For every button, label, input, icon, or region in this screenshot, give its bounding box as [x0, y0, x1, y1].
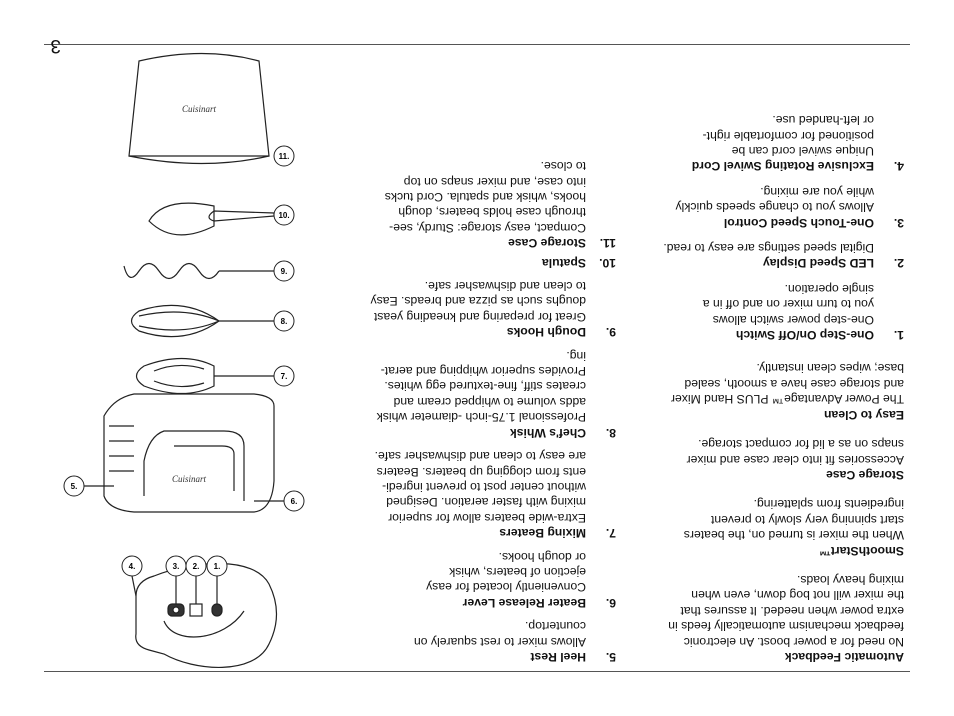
numbered-feature-8	[326, 347, 616, 439]
callout-4: 4.	[128, 562, 136, 571]
brand-logo-mixer: Cuisinart	[171, 474, 207, 484]
callout-9: 9.	[280, 267, 288, 276]
feature-heading: Automatic Feedback	[784, 650, 904, 664]
callout-8: 8.	[280, 317, 288, 326]
numbered-feature-4	[644, 112, 904, 174]
numbered-feature-7	[326, 448, 616, 540]
feature-body: Unique swivel cord can be positioned for comfortable right- or left-handed use.	[702, 113, 874, 159]
feature-number: 9.	[605, 325, 616, 340]
numbered-feature-9	[326, 278, 616, 340]
on-off-switch-icon[interactable]	[212, 604, 222, 616]
feature-automatic-feedback	[644, 572, 904, 664]
feature-body: Professional 1.75-inch -diameter whisk adds volume to whipped cream and creates stiff, fine-textured egg whites. Provides superior whipping and aerat- ing.	[376, 348, 586, 425]
brand-logo-case: Cuisinart	[181, 104, 217, 114]
callout-11: 11.	[278, 152, 290, 161]
feature-easy-to-clean	[644, 360, 904, 422]
feature-heading: Heel Rest	[530, 650, 586, 664]
numbered-feature-2	[644, 240, 904, 271]
feature-heading: Exclusive Rotating Swivel Cord	[691, 159, 874, 174]
feature-heading: Easy to Clean	[824, 407, 904, 422]
feature-heading: Chef's Whisk	[509, 425, 586, 440]
feature-body: When the mixer is turned on, the beaters start spinning very slowly to prevent ingredients from splattering.	[683, 497, 904, 543]
feature-body: Allows you to change speeds quickly while you are mixing.	[675, 184, 874, 215]
feature-heading: SmoothStart™	[818, 543, 904, 558]
page-number: 3	[50, 35, 61, 56]
feature-body: Conveniently located for easy ejection of beaters, whisk or dough hooks.	[426, 549, 586, 595]
product-illustrations	[44, 0, 314, 716]
dough-hook-illustration	[124, 264, 274, 279]
numbered-feature-5	[326, 618, 616, 664]
beater-illustration	[137, 359, 275, 394]
feature-number: 8.	[605, 425, 616, 440]
numbered-feature-10	[326, 254, 616, 269]
callout-2: 2.	[192, 562, 200, 571]
feature-heading: Storage Case	[508, 236, 586, 251]
feature-storage-case	[644, 436, 904, 482]
feature-heading: Spatula	[541, 255, 586, 270]
numbered-feature-1	[644, 280, 904, 342]
whisk-illustration	[132, 305, 275, 336]
feature-heading: One-Touch Speed Control	[723, 215, 874, 230]
feature-number: 4.	[893, 159, 904, 174]
feature-heading: Mixing Beaters	[499, 526, 586, 541]
feature-body: Digital speed settings are easy to read.	[663, 241, 874, 256]
spatula-illustration	[149, 203, 274, 235]
feature-number: 6.	[605, 595, 616, 610]
callout-5: 5.	[70, 482, 78, 491]
feature-heading: Beater Release Lever	[462, 595, 586, 610]
callout-1: 1.	[213, 562, 221, 571]
feature-body: Great for preparing and kneading yeast doughs such as pizza and breads. Easy to clean and dishwasher safe.	[370, 279, 586, 324]
feature-number: 2.	[893, 256, 904, 271]
numbered-feature-6	[326, 548, 616, 610]
feature-number: 7.	[605, 526, 616, 541]
feature-body: Accessories fit into clear case and mixer snaps on as a lid for compact storage.	[686, 437, 904, 467]
callout-10: 10.	[278, 211, 290, 220]
feature-number: 5.	[605, 650, 616, 664]
feature-body: Allows mixer to rest squarely on countertop.	[413, 619, 586, 649]
feature-heading: LED Speed Display	[762, 256, 874, 271]
feature-number: 3.	[893, 215, 904, 230]
feature-body: One-step power switch allows you to turn mixer on and off in a single operation.	[702, 281, 874, 327]
feature-number: 11.	[599, 236, 616, 251]
numbered-feature-11	[326, 158, 616, 250]
feature-heading: Storage Case	[826, 467, 904, 482]
mixer-side-view-illustration	[84, 394, 284, 512]
feature-heading: Dough Hooks	[506, 325, 586, 340]
feature-number: 1.	[893, 328, 904, 343]
feature-number: 10.	[599, 255, 616, 270]
led-display-icon	[190, 604, 202, 616]
middle-column	[326, 150, 616, 664]
numbered-feature-3	[644, 183, 904, 229]
callout-7: 7.	[280, 372, 288, 381]
feature-body: Extra-wide beaters allow for superior mixing with faster aeration. Designed without center post to prevent ingredi- ents from clogging up beaters. Beaters are easy to clean and dishwasher safe.	[374, 449, 586, 525]
mixer-top-view-illustration	[132, 563, 277, 667]
feature-smoothstart	[644, 496, 904, 558]
feature-body: The Power Advantage™ PLUS Hand Mixer and storage case have a smooth, sealed base; wipes clean instantly.	[670, 361, 904, 407]
callout-3: 3.	[172, 562, 180, 571]
left-column	[644, 102, 904, 664]
feature-heading: One-Step On/Off Switch	[735, 328, 874, 343]
feature-body: Compact, easy storage: Sturdy, see- through case holds beaters, dough hooks, whisk and spatula. Cord tucks into case, and mixer snaps on top to close.	[384, 159, 586, 235]
callout-labels	[64, 104, 304, 576]
feature-body: No need for a power boost. An electronic feedback mechanism automatically feeds in extra power when needed. It assures that the mixer will not bog down, even when mixing heavy loads.	[668, 572, 904, 649]
callout-6: 6.	[290, 497, 298, 506]
